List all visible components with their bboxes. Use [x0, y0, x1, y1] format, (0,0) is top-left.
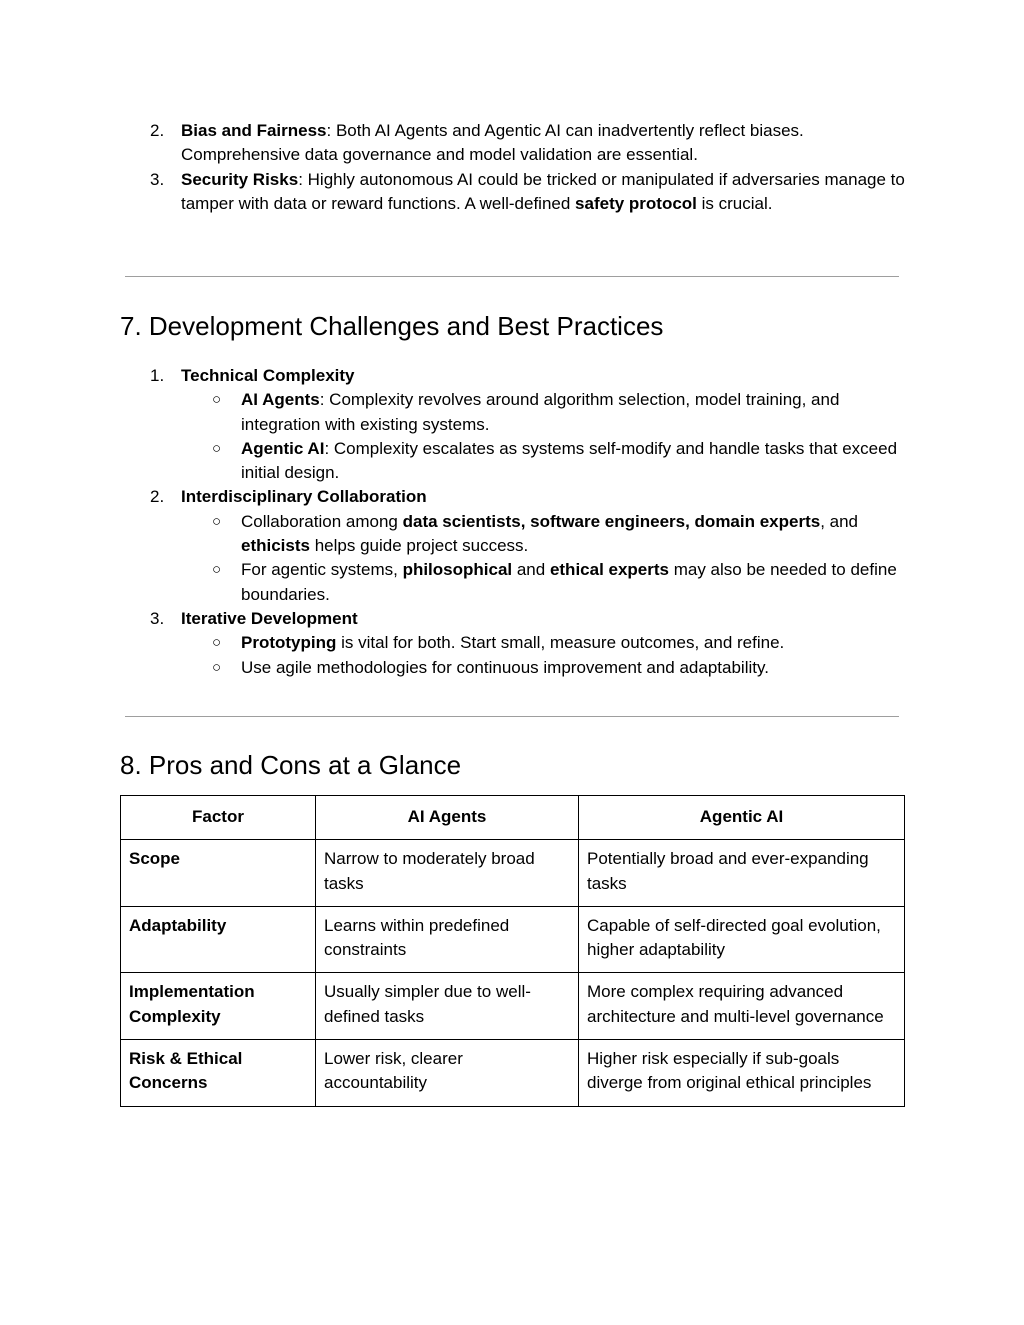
sub-item-title: AI Agents — [241, 390, 320, 410]
sub-item-emphasis: philosophical — [402, 560, 513, 580]
table-cell: Capable of self-directed goal evolution, higher adaptability — [579, 906, 905, 973]
factor-label: Risk & Ethical Concerns — [129, 1049, 243, 1093]
table-header-row — [121, 796, 905, 840]
table-cell: Higher risk especially if sub-goals diverge from original ethical principles — [579, 1040, 905, 1107]
horizontal-rule — [125, 276, 899, 277]
bullet-icon: ○ — [212, 658, 222, 676]
column-header: Factor — [121, 796, 316, 840]
item-emphasis: safety protocol — [575, 193, 697, 213]
bullet-icon: ○ — [212, 561, 222, 579]
list-item — [120, 364, 910, 485]
sub-item-emphasis: data scientists, software engineers, domain experts — [402, 511, 821, 531]
table-cell-factor — [121, 906, 316, 973]
item-text: : Highly autonomous AI could be tricked or manipulated if adversaries manage to tamper with data or reward functions. A well-defined — [181, 169, 905, 213]
table-cell-factor — [121, 973, 316, 1040]
list-number: 2. — [150, 487, 165, 507]
item-title: Interdisciplinary Collaboration — [181, 487, 427, 507]
sub-item-text: Use agile methodologies for continuous improvement and adaptability. — [241, 657, 769, 677]
sub-item-text: Collaboration among — [241, 511, 403, 531]
sub-item-text: may also be needed to define boundaries. — [241, 560, 897, 604]
pros-cons-table — [120, 795, 905, 1107]
list-number: 2. — [150, 121, 165, 140]
sub-item-text: , and — [820, 511, 859, 531]
table-row — [121, 840, 905, 907]
table-cell-factor — [121, 1040, 316, 1107]
sub-list-item — [120, 437, 910, 486]
table-cell: Learns within predefined constraints — [316, 906, 579, 973]
sub-item-text: and — [512, 560, 550, 580]
table-cell: Narrow to moderately broad tasks — [316, 840, 579, 907]
sub-item-title: Prototyping — [241, 633, 337, 653]
sub-item-text: helps guide project success. — [309, 536, 529, 556]
list-number: 1. — [150, 366, 165, 385]
factor-label: Implementation Complexity — [129, 982, 255, 1026]
risk-list — [120, 119, 910, 216]
table-cell: Lower risk, clearer accountability — [316, 1040, 579, 1107]
factor-label: Scope — [129, 849, 181, 869]
sub-list-item — [120, 631, 910, 655]
bullet-icon: ○ — [212, 391, 222, 409]
list-item — [120, 485, 910, 606]
list-number: 3. — [150, 608, 165, 628]
bullet-icon: ○ — [212, 512, 222, 530]
item-text: is crucial. — [696, 193, 773, 213]
sub-item-emphasis: ethical experts — [549, 560, 669, 580]
sub-item-text: is vital for both. Start small, measure outcomes, and refine. — [336, 633, 785, 653]
sub-list — [120, 388, 910, 485]
table-cell-factor — [121, 840, 316, 907]
item-text: : Both AI Agents and Agentic AI can inadvertently reflect biases. Comprehensive data governance and model validation are essential. — [181, 121, 804, 165]
sub-item-title: Agentic AI — [241, 438, 325, 458]
section-heading: 8. Pros and Cons at a Glance — [120, 750, 462, 780]
item-title: Security Risks — [181, 169, 299, 189]
table-cell: Usually simpler due to well-defined tasks — [316, 973, 579, 1040]
table-row — [121, 973, 905, 1040]
bullet-icon: ○ — [212, 439, 222, 457]
list-item — [120, 607, 910, 680]
item-title: Technical Complexity — [181, 366, 355, 385]
sub-item-text: : Complexity escalates as systems self-modify and handle tasks that exceed initial design. — [241, 438, 898, 483]
table-row — [121, 906, 905, 973]
sub-item-text: : Complexity revolves around algorithm selection, model training, and integration with existing systems. — [241, 390, 840, 434]
list-number: 3. — [150, 169, 165, 189]
list-item — [120, 168, 910, 217]
item-title: Iterative Development — [181, 608, 358, 628]
table-cell: More complex requiring advanced architecture and multi-level governance — [579, 973, 905, 1040]
list-item — [120, 119, 910, 168]
sub-list-item — [120, 656, 910, 680]
table-row — [121, 1040, 905, 1107]
sub-list-item — [120, 558, 910, 607]
bullet-icon: ○ — [212, 634, 222, 652]
sub-list-item — [120, 510, 910, 559]
column-header: AI Agents — [316, 796, 579, 840]
column-header: Agentic AI — [579, 796, 905, 840]
sub-item-emphasis: ethicists — [241, 536, 310, 556]
sub-item-text: For agentic systems, — [241, 560, 403, 580]
sub-list — [120, 631, 910, 680]
sub-list-item — [120, 388, 910, 437]
item-title: Bias and Fairness — [181, 121, 327, 140]
horizontal-rule — [125, 716, 899, 717]
sub-list — [120, 510, 910, 607]
factor-label: Adaptability — [129, 915, 227, 935]
table-cell: Potentially broad and ever-expanding tasks — [579, 840, 905, 907]
section-heading: 7. Development Challenges and Best Practices — [120, 311, 664, 341]
challenges-list — [120, 364, 910, 680]
